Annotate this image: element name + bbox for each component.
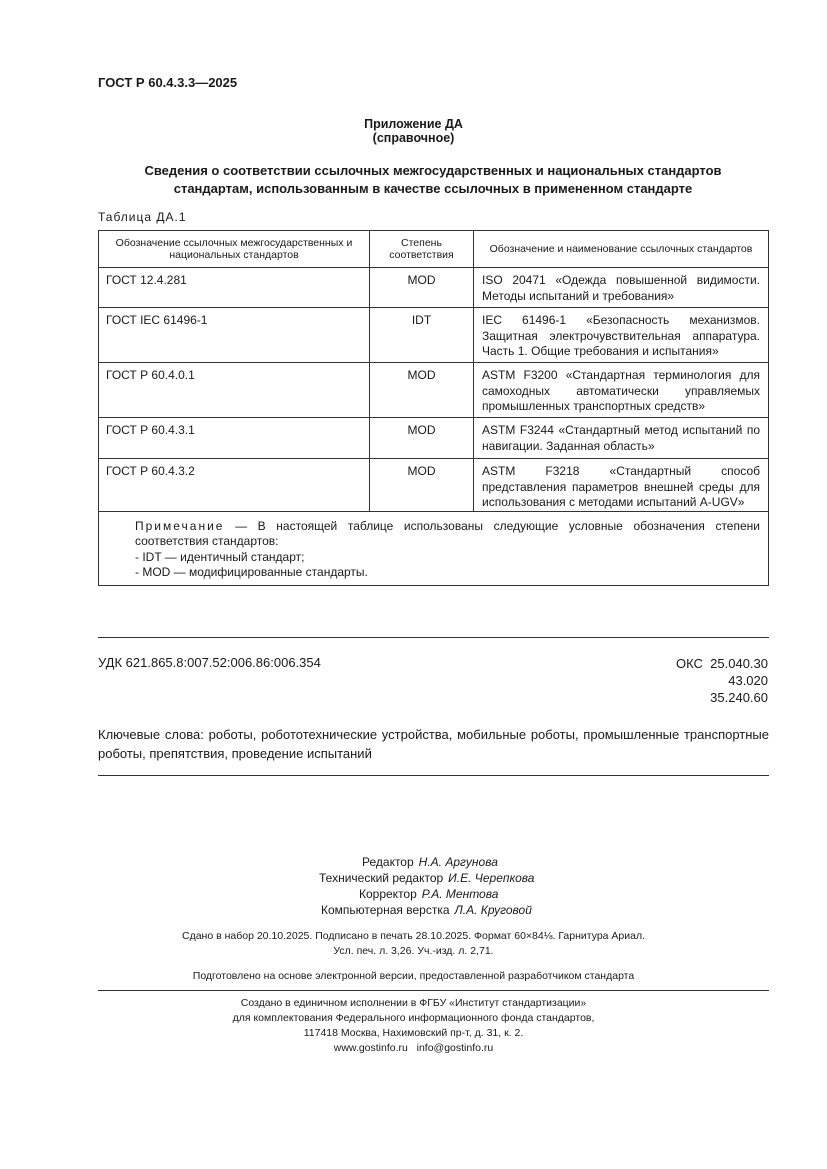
header-degree: Степень соответствия bbox=[370, 231, 474, 268]
cell-reference: ISO 20471 «Одежда повышенной видимости. Методы испытаний и требования» bbox=[474, 268, 769, 308]
oks-code: 35.240.60 bbox=[710, 690, 768, 705]
table-row bbox=[99, 268, 769, 308]
table-row bbox=[99, 418, 769, 459]
header-reference: Обозначение и наименование ссылочных стандартов bbox=[474, 231, 769, 268]
appendix-subtitle: (справочное) bbox=[372, 131, 455, 145]
oks-code: 25.040.30 bbox=[710, 656, 768, 671]
publisher-line-1: Создано в единичном исполнении в ФГБУ «Институт стандартизации» bbox=[240, 997, 587, 1009]
cell-degree: MOD bbox=[370, 268, 474, 308]
credit-name: Р.А. Ментова bbox=[421, 887, 499, 901]
cell-designation: ГОСТ Р 60.4.0.1 bbox=[99, 363, 370, 418]
table-note bbox=[99, 511, 769, 585]
cell-degree: MOD bbox=[370, 459, 474, 512]
prepared-note: Подготовлено на основе электронной версии, предоставленной разработчиком стандарта bbox=[192, 970, 635, 982]
publisher-line-3: 117418 Москва, Нахимовский пр-т, д. 31, к. 2. bbox=[303, 1027, 524, 1039]
udk-code: УДК 621.865.8:007.52:006.86:006.354 bbox=[98, 655, 321, 670]
divider bbox=[98, 775, 769, 776]
oks-code: 43.020 bbox=[728, 673, 768, 688]
oks-codes bbox=[676, 655, 768, 706]
appendix-title: Приложение ДА bbox=[364, 117, 463, 131]
print-info bbox=[0, 929, 827, 959]
heading-line-1: Сведения о соответствии ссылочных межгосударственных и национальных стандартов bbox=[144, 163, 722, 178]
credit-role: Редактор bbox=[362, 855, 414, 869]
note-item: - IDT — идентичный стандарт; bbox=[135, 549, 305, 564]
publisher-line-2: для комплектования Федерального информационного фонда стандартов, bbox=[232, 1012, 595, 1024]
note-item: - MOD — модифицированные стандарты. bbox=[135, 565, 368, 579]
header-designation: Обозначение ссылочных межгосударственных и национальных стандартов bbox=[99, 231, 370, 268]
email-link[interactable]: info@gostinfo.ru bbox=[416, 1042, 494, 1054]
oks-line bbox=[676, 655, 768, 672]
website-link[interactable]: www.gostinfo.ru bbox=[333, 1042, 408, 1054]
divider bbox=[98, 990, 769, 991]
oks-label: ОКС bbox=[675, 656, 703, 671]
cell-reference: IEC 61496-1 «Безопасность механизмов. Защитная электрочувствительная аппаратура. Часть 1. Общие требования и испытания» bbox=[474, 308, 769, 363]
cell-designation: ГОСТ IEC 61496-1 bbox=[99, 308, 370, 363]
heading-line-2: стандартам, использованным в качестве ссылочных в примененном стандарте bbox=[173, 181, 693, 196]
credit-role: Компьютерная верстка bbox=[321, 903, 450, 917]
cell-reference: ASTM F3244 «Стандартный метод испытаний по навигации. Заданная область» bbox=[474, 418, 769, 459]
cell-degree: IDT bbox=[370, 308, 474, 363]
table-row bbox=[99, 308, 769, 363]
note-text bbox=[107, 519, 760, 550]
credit-role: Технический редактор bbox=[319, 871, 444, 885]
document-code: ГОСТ Р 60.4.3.3—2025 bbox=[98, 75, 238, 90]
credit-tech-editor bbox=[319, 870, 534, 886]
credit-name: Н.А. Аргунова bbox=[418, 855, 498, 869]
section-heading bbox=[98, 162, 768, 198]
cell-degree: MOD bbox=[370, 363, 474, 418]
table-caption: Таблица ДА.1 bbox=[98, 210, 187, 224]
table-row bbox=[99, 363, 769, 418]
credit-proofreader bbox=[359, 886, 498, 902]
cell-degree: MOD bbox=[370, 418, 474, 459]
credit-editor bbox=[362, 854, 498, 870]
publisher-contacts bbox=[0, 1041, 827, 1056]
standards-table bbox=[98, 230, 769, 586]
cell-reference: ASTM F3218 «Стандартный способ представления параметров внешней среды для использования с методами испытаний A-UGV» bbox=[474, 459, 769, 512]
divider bbox=[98, 637, 769, 638]
print-line-1: Сдано в набор 20.10.2025. Подписано в печать 28.10.2025. Формат 60×84⅛. Гарнитура Ариал. bbox=[181, 930, 646, 942]
table-header-row bbox=[99, 231, 769, 268]
cell-designation: ГОСТ Р 60.4.3.1 bbox=[99, 418, 370, 459]
table-row bbox=[99, 459, 769, 512]
print-line-2: Усл. печ. л. 3,26. Уч.-изд. л. 2,71. bbox=[333, 945, 494, 957]
cell-reference: ASTM F3200 «Стандартная терминология для самоходных автоматически управляемых промышленных транспортных средств» bbox=[474, 363, 769, 418]
table-note-row bbox=[99, 511, 769, 585]
cell-designation: ГОСТ 12.4.281 bbox=[99, 268, 370, 308]
credit-name: Л.А. Круговой bbox=[454, 903, 532, 917]
credit-name: И.Е. Черепкова bbox=[448, 871, 535, 885]
cell-designation: ГОСТ Р 60.4.3.2 bbox=[99, 459, 370, 512]
credit-role: Корректор bbox=[359, 887, 417, 901]
publisher-info bbox=[0, 996, 827, 1056]
note-label: Примечание bbox=[135, 518, 225, 533]
credit-layout bbox=[321, 902, 532, 918]
keywords: Ключевые слова: роботы, робототехнические устройства, мобильные роботы, промышленные транспортные роботы, препятствия, проведение испытаний bbox=[98, 727, 769, 761]
note-body: — В настоящей таблице использованы следующие условные обозначения степени соответствия стандартов: bbox=[135, 518, 760, 548]
